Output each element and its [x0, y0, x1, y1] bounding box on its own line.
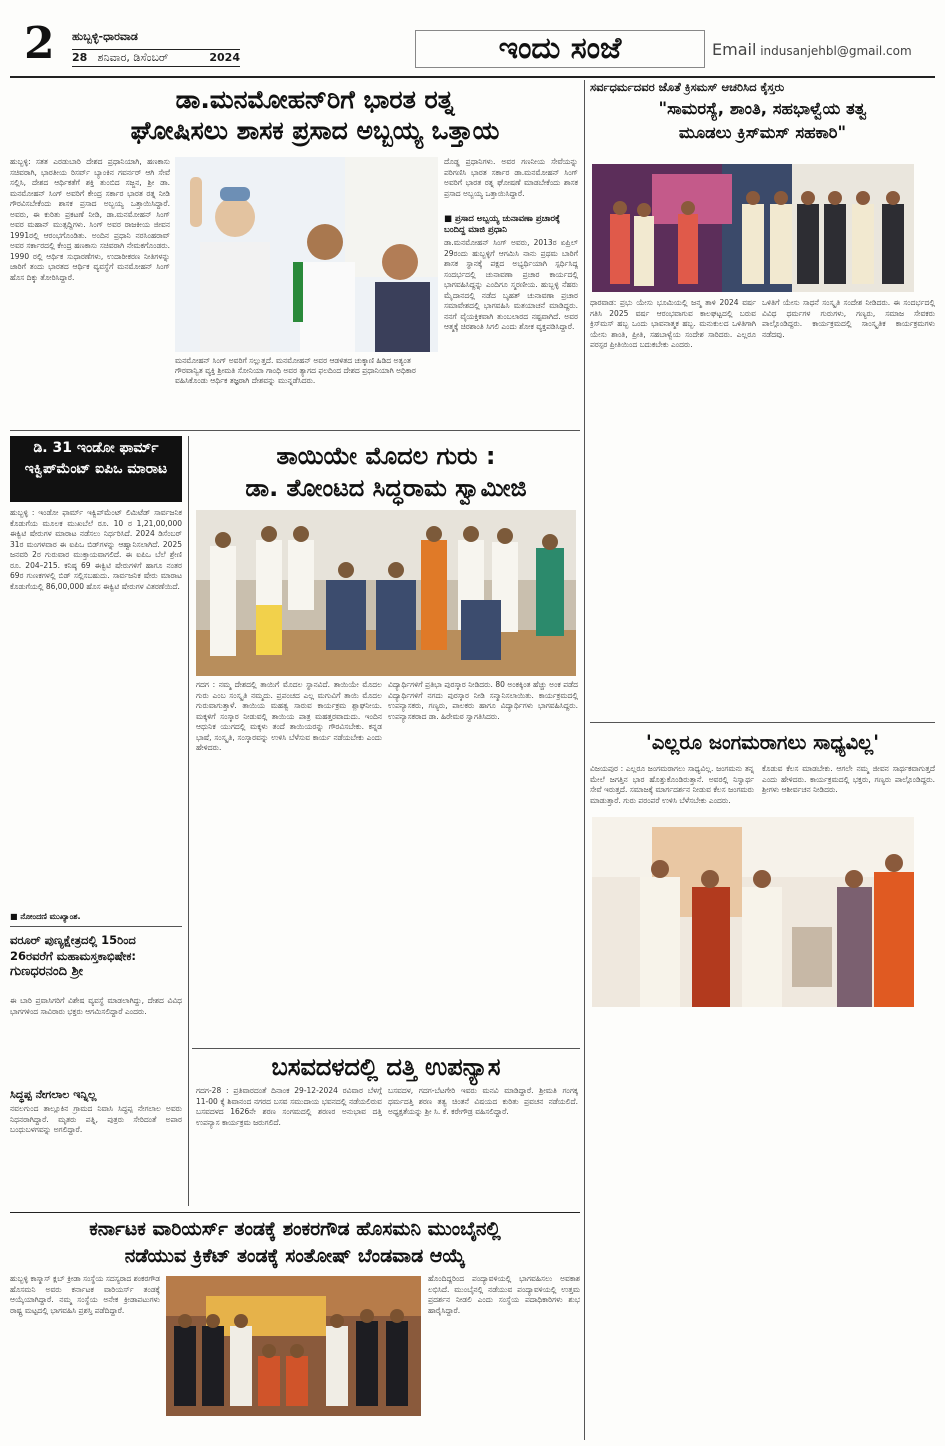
cricket-team-photo	[166, 1276, 421, 1416]
story4-body-left: ಗದಗ : ನಮ್ಮ ದೇಶದಲ್ಲಿ ತಾಯಿಗೆ ಮೊದಲ ಸ್ಥಾನವಿದೆ. ತಾಯಿಯೇ ಮೊದಲ ಗುರು ಎಂಬ ಸಂಸ್ಕೃತಿ ನಮ್ಮದು. ಪ್ರಪಂಚದ ಎಲ್ಲ ಮಗುವಿಗೆ ತಾಯಿ ಮೊದಲ ಗುರುವಾಗುತ್ತಾಳೆ. ತಾಯಿಯ ಮಹತ್ವ ಸಾರುವ ಕಾರ್ಯಕ್ರಮ ಶ್ಲಾಘನೀಯ. ಮಕ್ಕಳಿಗೆ ಸಂಸ್ಕಾರ ನೀಡುವಲ್ಲಿ ತಾಯಿಯ ಪಾತ್ರ ಮಹತ್ತರವಾದುದು. ಇಂದಿನ ಆಧುನಿಕ ಯುಗದಲ್ಲಿ ಮಕ್ಕಳು ತಂದೆ ತಾಯಿಯರನ್ನು ಗೌರವಿಸಬೇಕು. ಕನ್ನಡ ಭಾಷೆ, ಸಂಸ್ಕೃತಿ, ಸಂಸ್ಕಾರವನ್ನು ಉಳಿಸಿ ಬೆಳೆಸುವ ಕಾರ್ಯ ನಡೆಯಬೇಕು ಎಂದು ಹೇಳಿದರು.	[196, 680, 382, 752]
story4-body-right: ವಿದ್ಯಾರ್ಥಿಗಳಿಗೆ ಪ್ರತಿಭಾ ಪುರಸ್ಕಾರ ನೀಡಿದರು. 80 ಅಂಕಕ್ಕಿಂತ ಹೆಚ್ಚು ಅಂಕ ಪಡೆದ ವಿದ್ಯಾರ್ಥಿಗಳಿಗೆ ನಗದು ಪುರಸ್ಕಾರ ನೀಡಿ ಸನ್ಮಾನಿಸಲಾಯಿತು. ಕಾರ್ಯಕ್ರಮದಲ್ಲಿ ಉಪನ್ಯಾಸಕರು, ಗಣ್ಯರು, ಪಾಲಕರು ಹಾಗೂ ವಿದ್ಯಾರ್ಥಿಗಳು ಭಾಗವಹಿಸಿದ್ದರು. ಉಪನ್ಯಾಸಕರಾದ ಡಾ. ಹಿರೇಮಠ ಸ್ವಾಗತಿಸಿದರು.	[388, 680, 578, 721]
story1-headline: ಡಾ.ಮನಮೋಹನ್‌ರಿಗೆ ಭಾರತ ರತ್ನ ಘೋಷಿಸಲು ಶಾಸಕ ಪ್ರಸಾದ ಅಬ್ಬಯ್ಯ ಒತ್ತಾಯ	[130, 85, 500, 146]
felicitation-photo	[196, 510, 576, 676]
christmas-event-photo	[592, 164, 914, 292]
story7-headline: "ಸಾಮರಸ್ಯೆ, ಶಾಂತಿ, ಸಹಭಾಳ್ವೆಯ ತತ್ವ ಮೂಡಲು ಕ್ರಿಸ್‌ಮಸ್ ಸಹಕಾರಿ"	[658, 99, 867, 142]
story2-headline: ಡಿ. 31 ಇಂಡೋ ಫಾರ್ಮ್ ಇಕ್ವಿಪ್‌ಮೆಂಟ್ ಐಪಿಒ ಮಾರಾಟ	[10, 436, 182, 502]
story1-body-right: ದೊಡ್ಡ ಪ್ರಧಾನಿಗಳು. ಅವರ ಗಣನೀಯ ಸೇವೆಯನ್ನು ಪರಿಗಣಿಸಿ ಭಾರತ ಸರ್ಕಾರ ಡಾ.ಮನಮೋಹನ್ ಸಿಂಗ್ ಅವರಿಗೆ ಭಾರತ ರತ್ನ ಘೋಷಣೆ ಮಾಡಬೇಕೆಂದು ಶಾಸಕ ಪ್ರಸಾದ ಅಬ್ಬಯ್ಯ ಒತ್ತಾಯಿಸಿದ್ದಾರೆ.	[444, 157, 578, 198]
story3-headline-2: ಗುಣಧರನಂದಿ ಶ್ರೀ	[10, 964, 84, 979]
story3-headline: ವರೂರ್ ಪುಣ್ಯಕ್ಷೇತ್ರದಲ್ಲಿ 15ರಿಂದ 26ರವರೆಗೆ ಮಹಾಮಸ್ತಕಾಭಿಷೇಕ: ಗುಣಧರನಂದಿ ಶ್ರೀ	[10, 932, 182, 980]
story6-caption	[166, 1418, 421, 1440]
masthead-rule	[10, 76, 935, 78]
email-label: Email	[712, 40, 757, 59]
story8-body-left-2	[590, 1012, 754, 1440]
issue-date	[72, 49, 240, 67]
story2-body: ಹುಬ್ಬಳ್ಳಿ : ಇಂಡೋ ಫಾರ್ಮ್ ಇಕ್ವಿಪ್‌ಮೆಂಟ್ ಲಿಮಿಟೆಡ್ ಸಾರ್ವಜನಿಕ ಕೊಡುಗೆಯ ಮೂಲಕ ಮುಖಬೆಲೆ ರೂ. 10 ರ 1,21,00,000 ಈಕ್ವಿಟಿ ಷೇರುಗಳ ಮಾರಾಟ ನಡೆಸಲು ನಿರ್ಧರಿಸಿದೆ. 2024 ಡಿಸೆಂಬರ್ 31ರ ಮಂಗಳವಾರ ಈ ಐಪಿಒ ಬಿಡ್‌ಗಳನ್ನು ಆಹ್ವಾನಿಸಲಾಗಿದೆ. 2025 ಜನವರಿ 2ರ ಗುರುವಾರ ಮುಕ್ತಾಯವಾಗಲಿದೆ. ಈ ಐಪಿಒ ಬೆಲೆ ಶ್ರೇಣಿ ರೂ. 204–215. ಕನಿಷ್ಠ 69 ಈಕ್ವಿಟಿ ಷೇರುಗಳಿಗೆ ಹಾಗೂ ನಂತರ 69ರ ಗುಣಕಗಳಲ್ಲಿ ಬಿಡ್ ಸಲ್ಲಿಸಬಹುದು. ಸಾರ್ವಜನಿಕ ಷೇರು ಮಾರಾಟ ಕೊಡುಗೆಯಲ್ಲಿ 86,00,000 ಹೊಸ ಈಕ್ವಿಟಿ ಷೇರುಗಳ ವಿತರಣೆಯಿದೆ.	[10, 508, 182, 591]
date-year: 2024	[209, 51, 240, 64]
story8-body-right: ಕೊಡುವ ಕೆಲಸ ಮಾಡಬೇಕು. ಆಗಲೇ ನಮ್ಮ ಜೀವನ ಸಾರ್ಥಕವಾಗುತ್ತದೆ ಎಂದು ಹೇಳಿದರು. ಕಾರ್ಯಕ್ರಮದಲ್ಲಿ ಭಕ್ತರು, ಗಣ್ಯರು ಪಾಲ್ಗೊಂಡಿದ್ದರು. ಶ್ರೀಗಳು ಆಶೀರ್ವಚನ ನೀಡಿದರು.	[762, 764, 935, 794]
manmohan-singh-photo	[175, 157, 438, 352]
story8-body-left: ವಿಜಯಪುರ : ಎಲ್ಲರೂ ಜಂಗಮರಾಗಲು ಸಾಧ್ಯವಿಲ್ಲ. ಜಂಗಮನು ತನ್ನ ಮೇಲೆ ಜಗತ್ತಿನ ಭಾರ ಹೊತ್ತುಕೊಂಡಿರುತ್ತಾನೆ. ಅವರಲ್ಲಿ ನಿಸ್ವಾರ್ಥ ಸೇವೆ ಇರುತ್ತದೆ. ಸಮಾಜಕ್ಕೆ ಮಾರ್ಗದರ್ಶನ ನೀಡುವ ಕೆಲಸ ಜಂಗಮರು ಮಾಡುತ್ತಾರೆ. ಗುರು ಪರಂಪರೆ ಉಳಿಸಿ ಬೆಳೆಸಬೇಕು ಎಂದರು.	[590, 764, 754, 805]
story7-body-right: ಒಳಿತಿಗೆ ಯೇಸು ಸಾಧನೆ ಸಂಸ್ಕೃತಿ ಸಂದೇಶ ನೀಡಿದರು. ಈ ಸಂದರ್ಭದಲ್ಲಿ ವಿವಿಧ ಧರ್ಮಗಳ ಗುರುಗಳು, ಗಣ್ಯರು, ಸಮಾಜ ಸೇವಕರು ಪಾಲ್ಗೊಂಡಿದ್ದರು. ಕಾರ್ಯಕ್ರಮದಲ್ಲಿ ಸಾಂಸ್ಕೃತಿಕ ಕಾರ್ಯಕ್ರಮಗಳು ನಡೆದವು.	[762, 298, 935, 339]
story3-body: ಈ ಬಾರಿ ಪ್ರವಾಸಿಗರಿಗೆ ವಿಶೇಷ ವ್ಯವಸ್ಥೆ ಮಾಡಲಾಗಿದ್ದು, ದೇಶದ ವಿವಿಧ ಭಾಗಗಳಿಂದ ಸಾವಿರಾರು ಭಕ್ತರು ಆಗಮಿಸಲಿದ್ದಾರೆ ಎಂದರು.	[10, 996, 182, 1016]
story5-body-right: ಬಸವದಳ, ಗದಗ-ಬೆಟಗೇರಿ ಇವರು ಮನವಿ ಮಾಡಿದ್ದಾರೆ. ಶ್ರೀಮತಿ ಗಂಗಕ್ಕ ಧರ್ಮದತ್ತಿ ಶರಣ ತತ್ವ ಚಿಂತನೆ ವಿಷಯದ ಕುರಿತು ಪ್ರವಚನ ನಡೆಯಲಿದೆ. ಅಧ್ಯಕ್ಷತೆಯನ್ನು ಶ್ರೀ ಸಿ. ಕೆ. ಕರೇಗೌಡ್ರ ವಹಿಸಲಿದ್ದಾರೆ.	[388, 1086, 578, 1206]
story6-body-left: ಹುಬ್ಬಳ್ಳಿ ಕಾಸ್ಮಾಸ್ ಕ್ಲಬ್ ಕ್ರೀಡಾ ಸಂಸ್ಥೆಯ ಸದಸ್ಯರಾದ ಶಂಕರಗೌಡ ಹೊಸಮನಿ ಅವರು ಕರ್ನಾಟಕ ವಾರಿಯರ್ಸ್ ತಂಡಕ್ಕೆ ಆಯ್ಕೆಯಾಗಿದ್ದಾರೆ. ನಮ್ಮ ಸಂಸ್ಥೆಯ ಅನೇಕ ಕ್ರೀಡಾಪಟುಗಳು ರಾಷ್ಟ್ರ ಮಟ್ಟದಲ್ಲಿ ಭಾಗವಹಿಸಿ ಪ್ರಶಸ್ತಿ ಪಡೆದಿದ್ದಾರೆ.	[10, 1274, 160, 1315]
story1-caption: ಮನಮೋಹನ್ ಸಿಂಗ್ ಅವರಿಗೆ ಸಲ್ಲುತ್ತದೆ. ಮನಮೋಹನ್ ಅವರ ಆಡಳಿತದ ಚುಕ್ಕಾಣಿ ಹಿಡಿದ ಅತ್ಯಂತ ಗೌರವಾನ್ವಿತ ವ್ಯಕ್ತಿ ಶ್ರೀಮತಿ ಸೋನಿಯಾ ಗಾಂಧಿ ಅವರ ತ್ಯಾಗದ ಫಲದಿಂದ ದೇಶದ ಪ್ರಧಾನಿಯಾಗಿ ಅಧಿಕಾರ ವಹಿಸಿಕೊಂಡು ಆರ್ಥಿಕ ತಜ್ಞರಾಗಿ ದೇಶವನ್ನು ಮುನ್ನಡೆಸಿದರು.	[175, 356, 416, 385]
swamiji-event-photo	[592, 817, 914, 1007]
story3-body2: ನವಲಗುಂದ ತಾಲ್ಲೂಕಿನ ಗ್ರಾಮದ ನಿವಾಸಿ ಸಿದ್ಧಪ್ಪ ನೇಗಲಾಲ ಅವರು ನಿಧನರಾಗಿದ್ದಾರೆ. ಮೃತರು ಪತ್ನಿ, ಪುತ್ರರು ಸೇರಿದಂತೆ ಅಪಾರ ಬಂಧುಬಳಗವನ್ನು ಅಗಲಿದ್ದಾರೆ.	[10, 1104, 182, 1134]
page-number: 2	[24, 18, 55, 69]
story1-body-right2: ಡಾ.ಮನಮೋಹನ್ ಸಿಂಗ್ ಅವರು, 2013ರ ಏಪ್ರಿಲ್ 29ರಂದು ಹುಬ್ಬಳ್ಳಿಗೆ ಆಗಮಿಸಿ ನಾನು ಪ್ರಥಮ ಬಾರಿಗೆ ಶಾಸಕ ಸ್ಥಾನಕ್ಕೆ ಪಕ್ಷದ ಅಭ್ಯರ್ಥಿಯಾಗಿ ಸ್ಪರ್ಧಿಸಿದ್ದ ಸಂದರ್ಭದಲ್ಲಿ ಚುನಾವಣಾ ಪ್ರಚಾರ ಕಾರ್ಯದಲ್ಲಿ ಭಾಗವಹಿಸಿದ್ದನ್ನು ಎಂದಿಗೂ ಸ್ಮರಣೀಯ. ಹುಬ್ಬಳ್ಳಿ ನೆಹರು ಮೈದಾನದಲ್ಲಿ ನಡೆದ ಬೃಹತ್ ಚುನಾವಣಾ ಪ್ರಚಾರ ಸಮಾವೇಶದಲ್ಲಿ ಭಾಗವಹಿಸಿ ಮತಯಾಚನೆ ಮಾಡಿದ್ದರು. ನನಗೆ ವೈಯಕ್ತಿಕವಾಗಿ ತುಂಬಲಾರದ ನಷ್ಟವಾಗಿದೆ. ಅವರ ಆತ್ಮಕ್ಕೆ ಚಿರಶಾಂತಿ ಸಿಗಲಿ ಎಂದು ಶೋಕ ವ್ಯಕ್ತಪಡಿಸಿದ್ದಾರೆ.	[444, 238, 578, 331]
story7-kicker: ಸರ್ವಧರ್ಮದವರ ಜೊತೆ ಕ್ರಿಸಮಸ್ ಆಚರಿಸಿದ ಕೈಸ್ತರು	[590, 80, 785, 94]
contact-email[interactable]	[712, 40, 912, 59]
story6-body-right: ಹೊಂದಿದ್ದರಿಂದ ಪಂದ್ಯಾವಳಿಯಲ್ಲಿ ಭಾಗವಹಿಸಲು ಅವಕಾಶ ಲಭಿಸಿದೆ. ಮುಂಬೈನಲ್ಲಿ ನಡೆಯುವ ಪಂದ್ಯಾವಳಿಯಲ್ಲಿ ಉತ್ತಮ ಪ್ರದರ್ಶನ ನೀಡಲಿ ಎಂದು ಸಂಸ್ಥೆಯ ಪದಾಧಿಕಾರಿಗಳು ಶುಭ ಹಾರೈಸಿದ್ದಾರೆ.	[428, 1274, 580, 1315]
story5-body-left: ಗದಗ-28 : ಪ್ರತಿವಾರದಂತೆ ದಿನಾಂಕ 29-12-2024 ರವಿವಾರ ಬೆಳಗ್ಗೆ 11-00 ಕ್ಕೆ ಶಿವಾನಂದ ನಗರದ ಬಸವ ಸಮುದಾಯ ಭವನದಲ್ಲಿ ನಡೆಯಲಿರುವ ಬಸವದಳದ 1626ನೇ ಶರಣ ಸಂಗಮದಲ್ಲಿ ಶರಣರ ಅನುಭಾವ ದತ್ತಿ ಉಪನ್ಯಾಸ ಕಾರ್ಯಕ್ರಮ ಜರುಗಲಿದೆ.	[196, 1086, 382, 1206]
story3-subhead: ಸಿದ್ಧಪ್ಪ ನೇಗಲಾಲ ಇನ್ನಿಲ್ಲ	[10, 1088, 97, 1101]
story5-headline: ಬಸವದಳದಲ್ಲಿ ದತ್ತಿ ಉಪನ್ಯಾಸ	[271, 1053, 501, 1081]
story4-headline: ತಾಯಿಯೇ ಮೊದಲ ಗುರು : ಡಾ. ತೋಂಟದ ಸಿದ್ಧರಾಮ ಸ್ವಾಮೀಜಿ	[245, 442, 527, 502]
newspaper-logo: ಇಂದು ಸಂಜೆ	[415, 30, 705, 68]
story7-body-left: ಧಾರವಾಡ: ಪ್ರಭು ಯೇಸು ಭೂಮಿಯಲ್ಲಿ ಜನ್ಮ ತಾಳಿ 2024 ವರ್ಷ ಗತಿಸಿ 2025 ವರ್ಷ ಆರಂಭವಾಗುವ ಕಾಲಘಟ್ಟದಲ್ಲಿ ಬರುವ ಕ್ರಿಸ್‌ಮಸ್ ಹಬ್ಬ ಒಂದು ಭಾವನಾತ್ಮಕ ಹಬ್ಬ. ಮನುಕುಲದ ಒಳಿತಿಗಾಗಿ ಯೇಸು ಶಾಂತಿ, ಪ್ರೀತಿ, ಸಹಬಾಳ್ವೆಯ ಸಂದೇಶ ಸಾರಿದರು. ಎಲ್ಲರೂ ಪರಸ್ಪರ ಪ್ರೀತಿಯಿಂದ ಬದುಕಬೇಕು ಎಂದರು.	[590, 298, 756, 349]
email-address: indusanjehbl@gmail.com	[760, 44, 912, 58]
story1-subhead: ■ ಪ್ರಸಾದ ಅಬ್ಬಯ್ಯ ಚುನಾವಣಾ ಪ್ರಚಾರಕ್ಕೆ ಬಂದಿದ್ದ ಮಾಜಿ ಪ್ರಧಾನಿ	[444, 214, 560, 235]
story8-headline: 'ಎಲ್ಲರೂ ಜಂಗಮರಾಗಲು ಸಾಧ್ಯವಿಲ್ಲ'	[645, 731, 880, 754]
story1-body-left: ಹುಬ್ಬಳ್ಳಿ: ಸತತ ಎರಡುಬಾರಿ ದೇಶದ ಪ್ರಧಾನಿಯಾಗಿ, ಹಣಕಾಸು ಸಚಿವರಾಗಿ, ಭಾರತೀಯ ರಿಸರ್ವ್ ಬ್ಯಾಂಕಿನ ಗವರ್ನರ್ ಆಗಿ ಸೇವೆ ಸಲ್ಲಿಸಿ, ದೇಶದ ಆರ್ಥಿಕತೆಗೆ ಶಕ್ತಿ ತುಂಬಿದ ಸಜ್ಜನ, ಶ್ರೀ ಡಾ. ಮನಮೋಹನ್ ಸಿಂಗ್ ಅವರಿಗೆ ಕೇಂದ್ರ ಸರ್ಕಾರ ಭಾರತ ರತ್ನ ನೀಡಿ ಗೌರವಿಸಬೇಕೆಂದು ಶಾಸಕ ಪ್ರಸಾದ ಅಬ್ಬಯ್ಯ ಒತ್ತಾಯಿಸಿದ್ದಾರೆ. ಅವರು, ಈ ಕುರಿತು ಪ್ರಕಟಣೆ ನೀಡಿ, ಡಾ.ಮನಮೋಹನ್ ಸಿಂಗ್ ಅವರ ಮಹಾನ್ ಮುತ್ಸದ್ದಿಗಳು. ಸಿಂಗ್ ಅವರ ರಾಜಕೀಯ ಜೀವನ 1991ರಲ್ಲಿ ಆರಂಭಗೊಂಡಿತು. ಅಂದಿನ ಪ್ರಧಾನಿ ನರಸಿಂಹರಾವ್ ಅವರ ಸರ್ಕಾರದಲ್ಲಿ ಕೇಂದ್ರ ಹಣಕಾಸು ಸಚಿವರಾಗಿ ನೇಮಕಗೊಂಡರು. 1990 ರಲ್ಲಿ ಆರ್ಥಿಕ ಸುಧಾರಣೆಗಳು, ಉದಾರೀಕರಣ ನೀತಿಗಳನ್ನು ಜಾರಿಗೆ ತಂದು ಭಾರತದ ಆರ್ಥಿಕ ವ್ಯವಸ್ಥೆಗೆ ಮನಮೋಹನ್ ಸಿಂಗ್ ಹೊಸ ದಿಕ್ಕು ತೋರಿಸಿದ್ದಾರೆ.	[10, 157, 170, 282]
edition-city: ಹುಬ್ಬಳ್ಳಿ-ಧಾರವಾಡ	[72, 30, 138, 43]
story8-body-right-2	[762, 1012, 935, 1440]
date-day: 28	[72, 51, 88, 64]
story2-footer: ■ ನೋಂದಣಿ ಮುಖ್ಯಾಂಶ.	[10, 912, 81, 921]
date-text: ಶನಿವಾರ, ಡಿಸೆಂಬರ್	[97, 51, 169, 64]
story6-headline: ಕರ್ನಾಟಕ ವಾರಿಯರ್ಸ್ ತಂಡಕ್ಕೆ ಶಂಕರಗೌಡ ಹೊಸಮನಿ ಮುಂಬೈನಲ್ಲಿ ನಡೆಯುವ ಕ್ರಿಕೆಟ್ ತಂಡಕ್ಕೆ ಸಂತೋಷ್ ಬೆಂಡವಾಡ ಆಯ್ಕೆ	[89, 1218, 501, 1267]
